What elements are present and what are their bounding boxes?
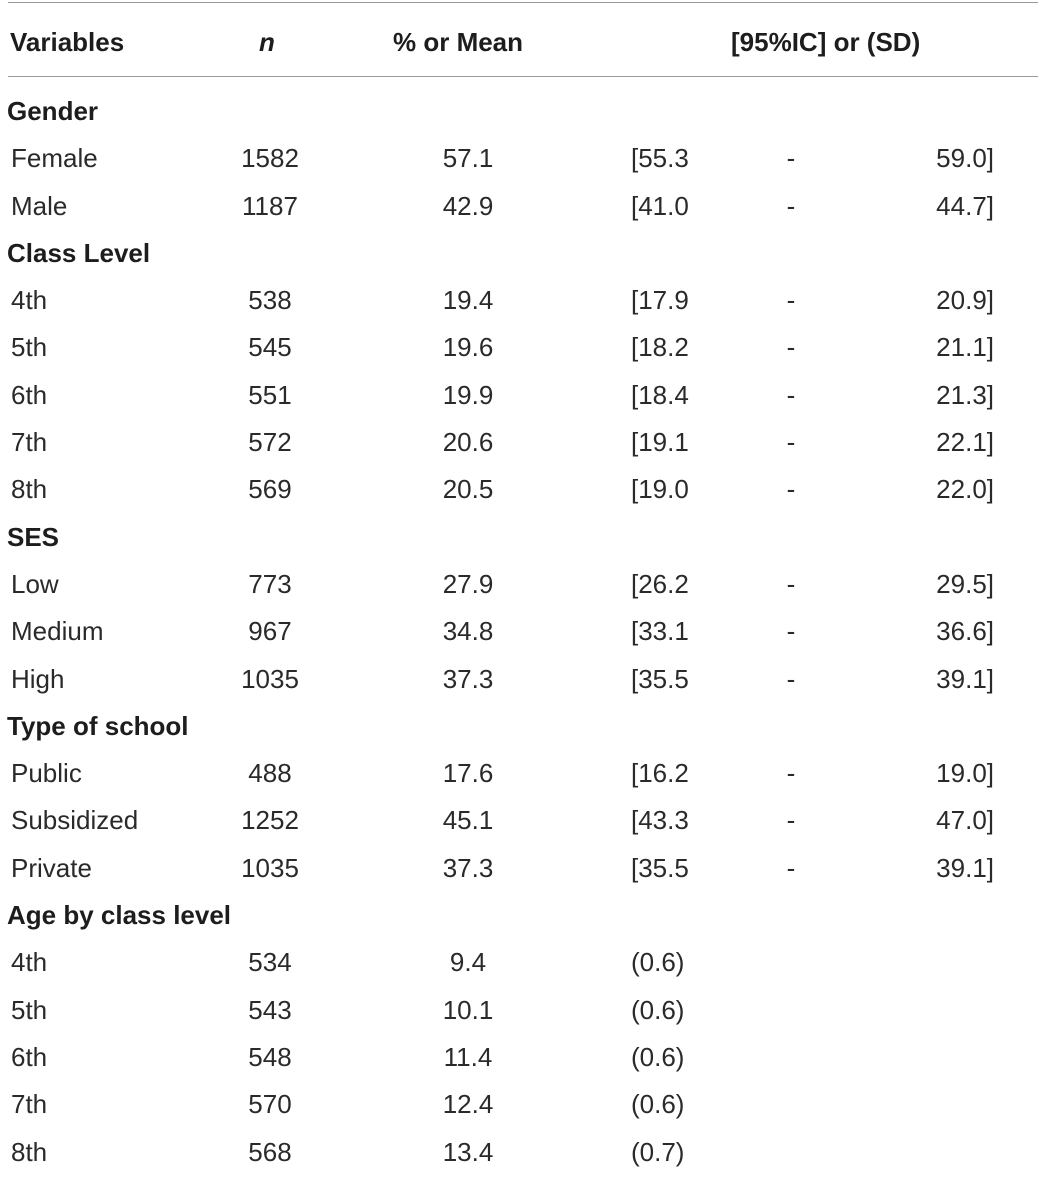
table-row	[0, 185, 1044, 232]
table-row	[0, 468, 1044, 515]
cell-ci-lower-or-sd: (0.6)	[631, 1089, 685, 1120]
cell-n: 543	[248, 994, 292, 1025]
cell-ci-dash: -	[786, 427, 796, 458]
section-header-row	[0, 516, 1044, 563]
cell-ci-dash: -	[786, 379, 796, 410]
cell-n: 570	[248, 1089, 292, 1120]
section-header-row	[0, 90, 1044, 137]
cell-pct-or-mean: 10.1	[442, 994, 494, 1025]
cell-ci-upper: 39.1]	[936, 852, 994, 883]
cell-ci-lower-or-sd: (0.6)	[631, 947, 685, 978]
table-row	[0, 847, 1044, 894]
cell-ci-lower-or-sd: [16.2	[631, 758, 689, 789]
cell-n: 967	[248, 616, 292, 647]
cell-n: 568	[248, 1136, 292, 1167]
cell-ci-dash: -	[786, 568, 796, 599]
row-label: 8th	[11, 1136, 48, 1167]
cell-ci-lower-or-sd: [19.0	[631, 474, 689, 505]
cell-pct-or-mean: 37.3	[442, 852, 494, 883]
row-label: Medium	[11, 616, 104, 647]
cell-ci-lower-or-sd: [26.2	[631, 568, 689, 599]
cell-n: 538	[248, 285, 292, 316]
cell-n: 1582	[241, 143, 299, 174]
cell-pct-or-mean: 19.4	[442, 285, 494, 316]
cell-n: 545	[248, 332, 292, 363]
row-label: 8th	[11, 474, 48, 505]
row-label: 5th	[11, 332, 48, 363]
cell-ci-dash: -	[786, 805, 796, 836]
section-header-row	[0, 232, 1044, 279]
row-label: 4th	[11, 947, 48, 978]
row-label: 6th	[11, 379, 48, 410]
row-label: High	[11, 663, 65, 694]
cell-ci-dash: -	[786, 285, 796, 316]
cell-pct-or-mean: 42.9	[442, 190, 494, 221]
cell-ci-upper: 22.0]	[936, 474, 994, 505]
table-row	[0, 752, 1044, 799]
cell-pct-or-mean: 12.4	[442, 1089, 494, 1120]
cell-n: 1252	[241, 805, 299, 836]
cell-pct-or-mean: 9.4	[449, 947, 487, 978]
cell-ci-upper: 47.0]	[936, 805, 994, 836]
section-header-row	[0, 894, 1044, 941]
cell-n: 1187	[242, 190, 298, 221]
section-title: Gender	[7, 96, 99, 126]
section-title: Class Level	[7, 237, 151, 268]
header-rule	[8, 76, 1038, 77]
table-body	[0, 90, 1044, 1178]
row-label: Male	[11, 190, 68, 221]
cell-ci-lower-or-sd: [19.1	[631, 427, 689, 458]
table-row	[0, 1036, 1044, 1083]
table-row	[0, 421, 1044, 468]
cell-ci-upper: 44.7]	[936, 190, 994, 221]
cell-pct-or-mean: 13.4	[442, 1136, 494, 1167]
row-label: Subsidized	[11, 805, 139, 836]
row-label: Female	[11, 143, 98, 174]
cell-n: 1035	[241, 663, 299, 694]
cell-n: 488	[248, 758, 292, 789]
cell-pct-or-mean: 34.8	[442, 616, 494, 647]
cell-ci-upper: 21.1]	[936, 332, 994, 363]
cell-n: 569	[248, 474, 292, 505]
cell-pct-or-mean: 57.1	[442, 143, 494, 174]
cell-n: 548	[248, 1041, 292, 1072]
cell-ci-upper: 59.0]	[936, 143, 994, 174]
table-row	[0, 374, 1044, 421]
table-row	[0, 137, 1044, 184]
cell-n: 534	[248, 947, 292, 978]
cell-n: 572	[248, 427, 292, 458]
header-ci-or-sd: [95%IC] or (SD)	[731, 27, 921, 57]
section-header-row	[0, 705, 1044, 752]
cell-ci-dash: -	[786, 332, 796, 363]
cell-pct-or-mean: 19.9	[442, 379, 494, 410]
cell-ci-dash: -	[786, 616, 796, 647]
cell-ci-dash: -	[786, 143, 796, 174]
row-label: Public	[11, 758, 82, 789]
cell-ci-dash: -	[786, 852, 796, 883]
cell-ci-upper: 39.1]	[936, 663, 994, 694]
table-row	[0, 326, 1044, 373]
cell-pct-or-mean: 19.6	[442, 332, 494, 363]
section-title: Type of school	[7, 710, 189, 741]
cell-pct-or-mean: 20.5	[442, 474, 494, 505]
row-label: 5th	[11, 994, 48, 1025]
table-row	[0, 658, 1044, 705]
cell-ci-dash: -	[786, 663, 796, 694]
row-label: Low	[11, 568, 59, 599]
cell-ci-upper: 21.3]	[936, 379, 994, 410]
cell-ci-lower-or-sd: [35.5	[631, 852, 689, 883]
cell-ci-upper: 36.6]	[936, 616, 994, 647]
cell-n: 551	[248, 379, 292, 410]
cell-ci-lower-or-sd: [35.5	[631, 663, 689, 694]
cell-ci-lower-or-sd: [18.2	[631, 332, 689, 363]
table-row	[0, 1131, 1044, 1178]
table-row	[0, 279, 1044, 326]
table-row	[0, 563, 1044, 610]
section-title: SES	[7, 521, 60, 552]
cell-pct-or-mean: 20.6	[442, 427, 494, 458]
cell-ci-dash: -	[786, 474, 796, 505]
cell-ci-lower-or-sd: (0.7)	[631, 1136, 685, 1167]
row-label: 6th	[11, 1041, 48, 1072]
table-row	[0, 989, 1044, 1036]
header-variables: Variables	[10, 27, 125, 57]
table-row	[0, 610, 1044, 657]
cell-ci-lower-or-sd: [18.4	[631, 379, 689, 410]
cell-ci-upper: 19.0]	[936, 758, 994, 789]
table-row	[0, 1083, 1044, 1130]
cell-ci-lower-or-sd: [33.1	[631, 616, 689, 647]
section-title: Age by class level	[7, 900, 232, 931]
cell-ci-lower-or-sd: [17.9	[631, 285, 689, 316]
table-row	[0, 941, 1044, 988]
cell-n: 773	[248, 568, 292, 599]
cell-ci-dash: -	[786, 758, 796, 789]
cell-ci-upper: 22.1]	[936, 427, 994, 458]
header-pct-or-mean: % or Mean	[393, 27, 524, 57]
row-label: 7th	[11, 1089, 48, 1120]
cell-pct-or-mean: 45.1	[442, 805, 494, 836]
cell-ci-lower-or-sd: [43.3	[631, 805, 689, 836]
cell-pct-or-mean: 17.6	[442, 758, 494, 789]
cell-ci-dash: -	[786, 190, 796, 221]
row-label: 7th	[11, 427, 48, 458]
cell-n: 1035	[241, 852, 299, 883]
row-label: 4th	[11, 285, 48, 316]
cell-ci-lower-or-sd: (0.6)	[631, 1041, 685, 1072]
cell-pct-or-mean: 11.4	[443, 1041, 493, 1072]
cell-ci-lower-or-sd: [55.3	[631, 143, 689, 174]
cell-ci-lower-or-sd: (0.6)	[631, 994, 685, 1025]
cell-ci-upper: 29.5]	[936, 568, 994, 599]
table-row	[0, 799, 1044, 846]
header-n: n	[259, 27, 275, 57]
cell-ci-upper: 20.9]	[936, 285, 994, 316]
table-top-rule	[8, 2, 1038, 3]
cell-pct-or-mean: 27.9	[442, 568, 494, 599]
cell-ci-lower-or-sd: [41.0	[631, 190, 689, 221]
cell-pct-or-mean: 37.3	[442, 663, 494, 694]
row-label: Private	[11, 852, 92, 883]
